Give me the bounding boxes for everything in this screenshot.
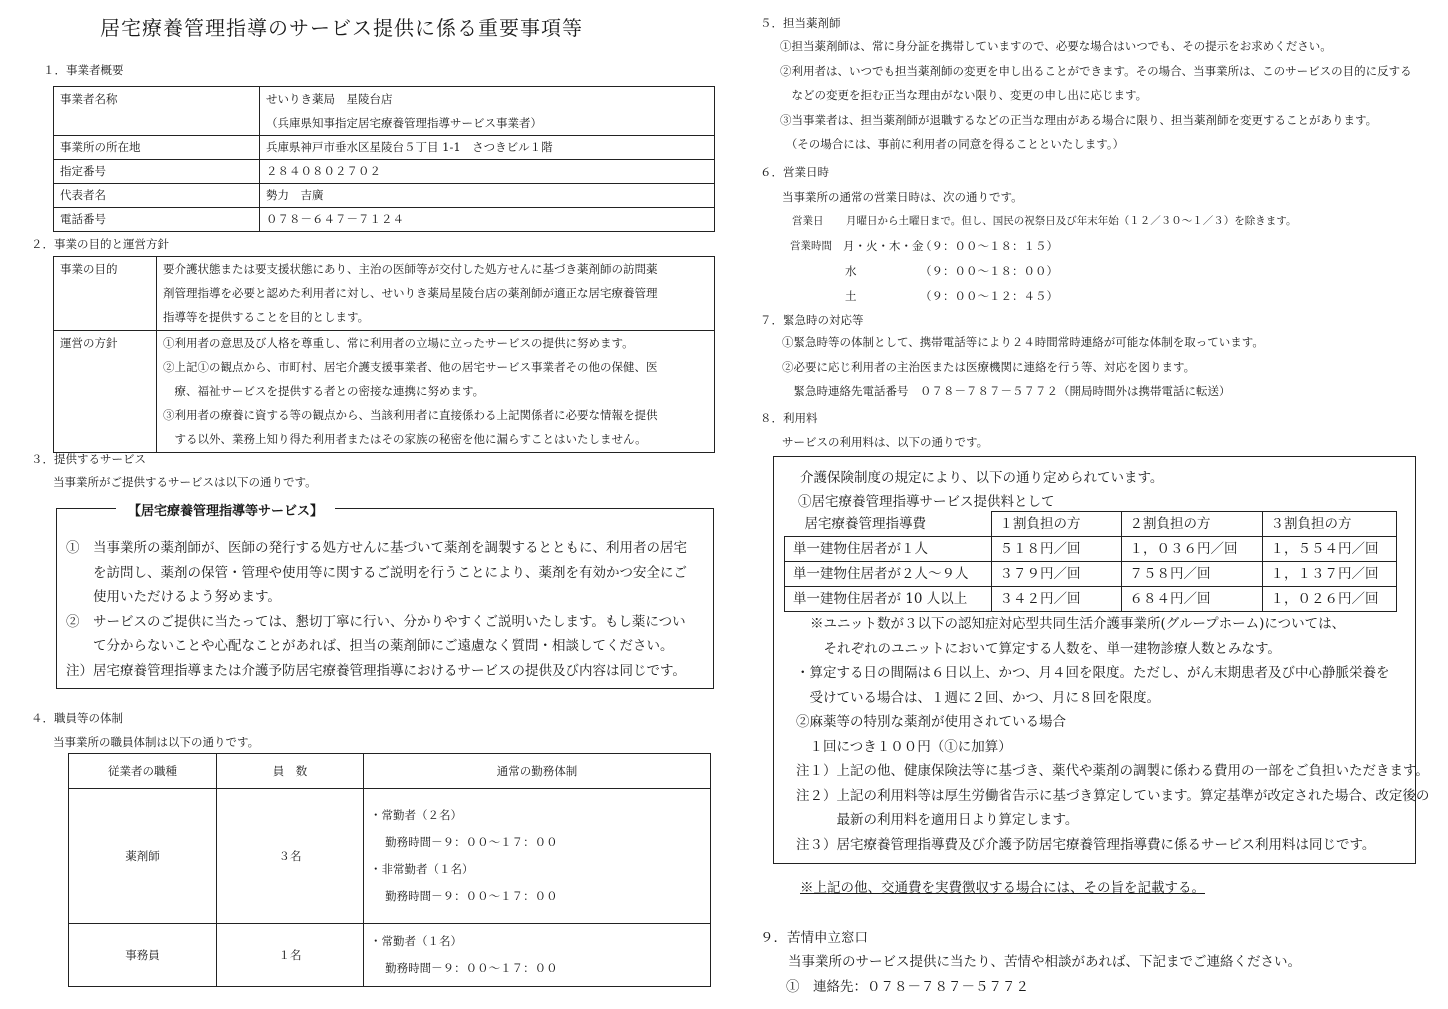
service-line: 使用いただけるよう努めます。 [66,589,281,605]
service-line: 注）居宅療養管理指導または介護予防居宅療養管理指導におけるサービスの提供及び内容は同じです。 [66,662,686,679]
table-cell-value: ０７８－６４７－７１２４ [260,208,715,232]
table-cell: 単一建物住居者が２人～９人 [785,562,992,587]
text-line: ②必要に応じ利用者の主治医または医療機関に連絡を行う等、対応を図ります。 [782,359,1196,374]
table-cell-value [157,257,715,331]
staff-role: 事務員 [69,924,217,987]
table-header: １割負担の方 [991,512,1121,537]
section-3-intro: 当事業所がご提供するサービスは以下の通りです。 [53,475,317,489]
section-4-intro: 当事業所の職員体制は以下の通りです。 [53,735,260,749]
table-row [54,136,715,160]
service-line: ① 当事業所の薬剤師が、医師の発行する処方せんに基づいて薬剤を調製するとともに、利用者の居宅 [66,540,687,556]
note-line: 最新の利用料を適用日より算定します。 [796,812,1079,828]
note-line: それぞれのユニットにおいて算定する人数を、単一建物診療人数とみなす。 [810,640,1281,657]
table-cell: ５１８円／回 [991,537,1121,562]
table-header: 従業者の職種 [69,754,217,789]
table-cell: 単一建物住居者が１人 [785,537,992,562]
hours-range: （９：００～１８：００） [920,264,1058,278]
page-title: 居宅療養管理指導のサービス提供に係る重要事項等 [100,16,583,40]
section-3-heading: ３．提供するサービス [31,452,146,466]
business-hours-label: 営業時間 [790,240,832,252]
policy-line: する以外、業務上知り得た利用者またはその家族の秘密を他に漏らすことはいたしません。 [163,432,647,447]
note-line: 注１）上記の他、健康保険法等に基づき、薬代や薬剤の調製に係わる費用の一部をご負担いただきます。 [796,763,1429,779]
table-cell-value: 勢力 吉廣 [260,184,715,208]
fee-box-intro: 介護保険制度の規定により、以下の通り定められています。 [800,470,1164,486]
hours-day: 月・火・木・金 [843,239,924,253]
table-cell-label: 運営の方針 [54,330,157,452]
section-9-intro: 当事業所のサービス提供に当たり、苦情や相談があれば、下記までご連絡ください。 [788,954,1301,970]
note-line: ※ユニット数が３以下の認知症対応型共同生活介護事業所(グループホーム)については、 [810,616,1346,632]
schedule-line: ・常勤者（２名） [370,808,462,822]
table-header: ２割負担の方 [1121,512,1262,537]
table-row [785,587,1397,612]
section-5-heading: ５．担当薬剤師 [760,16,841,30]
table-row [54,160,715,184]
table-header: 居宅療養管理指導費 [785,512,992,537]
table-row [54,208,715,232]
table-cell-label: 代表者名 [54,184,260,208]
note-line: ・算定する日の間隔は６日以上、かつ、月４回を限度。ただし、がん末期患者及び中心静脈栄養を [796,665,1390,681]
hours-day: 水 [845,264,857,278]
business-days-text: 月曜日から土曜日まで。但し、国民の祝祭日及び年末年始（１２／３０～１／３）を除きます。 [846,215,1297,227]
service-line: ② サービスのご提供に当たっては、懇切丁寧に行い、分かりやすくご説明いたします。もし薬につい [66,613,686,630]
note-line: １回につき１００円（①に加算） [796,738,1012,755]
section-5-text [780,34,1412,157]
table-header: ３割負担の方 [1262,512,1397,537]
table-cell: １，５５４円／回 [1262,537,1397,562]
table-cell-value [260,87,715,136]
policy-line: ③利用者の療養に資する等の観点から、当該利用者に直接係わる上記関係者に必要な情報を提供 [163,408,658,423]
table-row [785,562,1397,587]
schedule-line: ・非常勤者（１名） [370,862,474,876]
table-row [69,789,711,924]
table-row [54,184,715,208]
fee-sub-heading: ①居宅療養管理指導サービス提供料として [798,494,1055,510]
section-9-heading: ９．苦情申立窓口 [760,930,868,946]
policy-line: ①利用者の意思及び人格を尊重し、常に利用者の立場に立ったサービスの提供に努めます。 [163,335,634,350]
service-box-text [66,536,687,683]
service-line: て分からないことや心配なことがあれば、担当の薬剤師にご遠慮なく質問・相談してください。 [66,638,674,654]
hours-range: （９：００～１８：１５） [920,239,1058,253]
note-line: ②麻薬等の特別な薬剤が使用されている場合 [796,714,1066,730]
table-header-row [69,754,711,789]
schedule-line: 勤務時間－９：００～１７：００ [370,889,558,903]
table-header: 通常の勤務体制 [364,754,711,789]
section-1-heading: １．事業者概要 [43,63,124,77]
section-2-heading: ２．事業の目的と運営方針 [31,237,169,251]
table-header-row [785,512,1397,537]
section-6-heading: ６．営業日時 [760,165,829,179]
table-header: 員 数 [217,754,364,789]
hours-day: 土 [845,289,857,303]
business-overview-table [53,86,715,232]
service-line: を訪問し、薬剤の保管・管理や使用等に関するご説明を行うことにより、薬剤を有効かつ安全にご [66,564,687,581]
text-line: ③当事業者は、担当薬剤師が退職するなどの正当な理由がある場合に限り、担当薬剤師を変更することがあります。 [780,112,1378,127]
table-cell-label: 電話番号 [54,208,260,232]
text-line: ①緊急時等の体制として、携帯電話等により２４時間常時連絡が可能な体制を取っています。 [782,335,1264,349]
section-8-intro: サービスの利用料は、以下の通りです。 [782,435,989,449]
table-cell-value [157,330,715,452]
emergency-phone: 緊急時連絡先電話番号 ０７８－７８７－５７７２（開局時間外は携帯電話に転送） [782,384,1231,398]
staff-role: 薬剤師 [69,789,217,924]
table-cell: ７５８円／回 [1121,562,1262,587]
section-4-heading: ４．職員等の体制 [31,711,123,725]
table-row [54,87,715,136]
transport-note: ※上記の他、交通費を実費徴収する場合には、その旨を記載する。 [800,880,1205,896]
section-7-heading: ７．緊急時の対応等 [760,313,864,327]
section-8-heading: ８．利用料 [760,411,818,425]
table-cell-label: 事業の目的 [54,257,157,331]
table-row [54,330,715,452]
table-cell: ６８４円／回 [1121,587,1262,612]
table-cell-value: ２８４０８０２７０２ [260,160,715,184]
section-6-intro: 当事業所の通常の営業日時は、次の通りです。 [782,190,1023,204]
table-row [54,257,715,331]
table-cell: ３４２円／回 [991,587,1121,612]
table-cell: １，０２６円／回 [1262,587,1397,612]
table-row [785,537,1397,562]
schedule-line: 勤務時間－９：００～１７：００ [370,961,558,975]
hours-range: （９：００～１２：４５） [920,289,1058,303]
policy-line: ②上記①の観点から、市町村、居宅介護支援事業者、他の居宅サービス事業者その他の保健、医 [163,359,658,374]
table-cell: １，０３６円／回 [1121,537,1262,562]
note-line: 注２）上記の利用料等は厚生労働省告示に基づき算定しています。算定基準が改定された場合、改定後の [796,787,1430,804]
table-cell: １，１３７円／回 [1262,562,1397,587]
business-days-label: 営業日 [792,215,824,227]
business-name: せいりき薬局 星陵台店 [266,92,393,106]
table-cell-label: 事業者名称 [54,87,260,136]
fee-notes [796,612,1429,857]
service-box-title: 【居宅療養管理指導等サービス】 [116,500,335,519]
fee-table [784,511,1397,612]
purpose-line: 指導等を提供することを目的とします。 [163,310,370,325]
table-cell-value: 兵庫県神戸市垂水区星陵台５丁目 1-1 さつきビル１階 [260,136,715,160]
staff-schedule [364,789,711,924]
text-line: などの変更を拒む正当な理由がない限り、変更の申し出に応じます。 [780,88,1148,102]
table-row [69,924,711,987]
complaint-contact: ① 連絡先：０７８－７８７－５７７２ [786,979,1029,995]
table-cell: 単一建物住居者が 10 人以上 [785,587,992,612]
staff-count: １名 [217,924,364,987]
note-line: 注３）居宅療養管理指導費及び介護予防居宅療養管理指導費に係るサービス利用料は同じです。 [796,836,1376,853]
text-line: （その場合には、事前に利用者の同意を得ることといたします。） [780,137,1125,151]
table-cell: ３７９円／回 [991,562,1121,587]
text-line: ①担当薬剤師は、常に身分証を携帯していますので、必要な場合はいつでも、その提示をお求めください。 [780,39,1332,53]
staff-table [68,753,711,987]
schedule-line: 勤務時間－９：００～１７：００ [370,835,558,849]
purpose-policy-table [53,256,715,453]
business-designation: （兵庫県知事指定居宅療養管理指導サービス事業者） [266,116,542,130]
staff-count: ３名 [217,789,364,924]
note-line: 受けている場合は、１週に２回、かつ、月に８回を限度。 [796,689,1160,706]
purpose-line: 剤管理指導を必要と認めた利用者に対し、せいりき薬局星陵台店の薬剤師が適正な居宅療養管理 [163,286,658,301]
table-cell-label: 事業所の所在地 [54,136,260,160]
policy-line: 療、福祉サービスを提供する者との密接な連携に努めます。 [163,384,485,399]
table-cell-label: 指定番号 [54,160,260,184]
text-line: ②利用者は、いつでも担当薬剤師の変更を申し出ることができます。その場合、当事業所は、このサービスの目的に反する [780,63,1412,78]
staff-schedule [364,924,711,987]
schedule-line: ・常勤者（１名） [370,934,462,948]
purpose-line: 要介護状態または要支援状態にあり、主治の医師等が交付した処方せんに基づき薬剤師の訪問薬 [163,262,658,276]
section-7-text [782,330,1264,404]
